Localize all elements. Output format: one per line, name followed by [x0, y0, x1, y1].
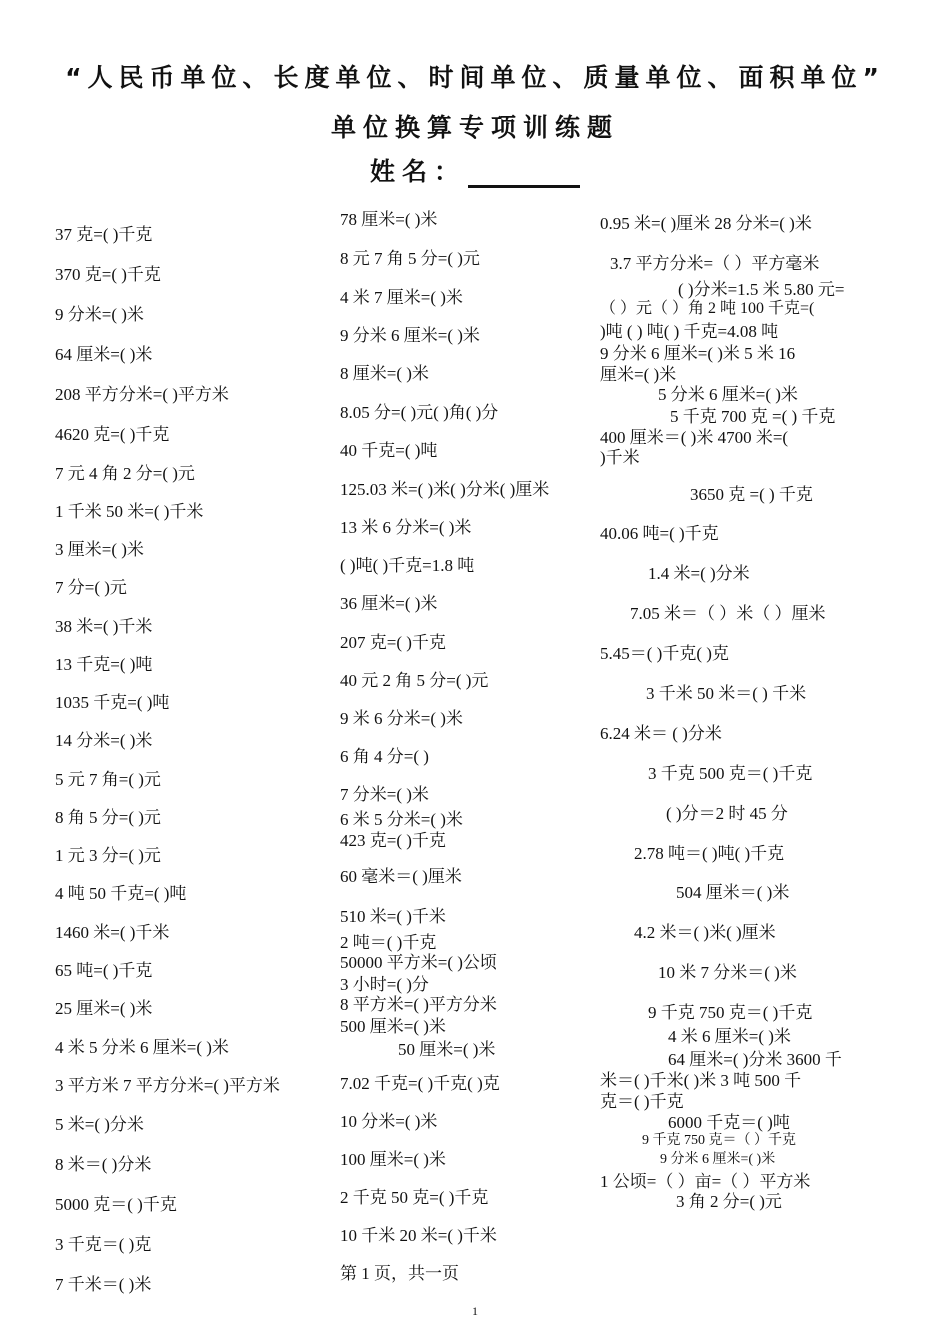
exercise-item: 克＝( )千克 [600, 1092, 684, 1111]
exercise-item: 3 千米 50 米＝( ) 千米 [646, 684, 807, 703]
exercise-item: 2 吨＝( )千克 [340, 933, 437, 952]
exercise-item: 3 角 2 分=( )元 [676, 1192, 782, 1211]
page-number: 1 [472, 1304, 478, 1318]
exercise-item: 5 元 7 角=( )元 [55, 770, 161, 789]
exercise-item: ( )分米=1.5 米 5.80 元= [678, 280, 845, 299]
exercise-item: 6.24 米＝ ( )分米 [600, 724, 722, 743]
exercise-item: 8 元 7 角 5 分=( )元 [340, 249, 480, 268]
exercise-item: 10 米 7 分米＝( )米 [658, 963, 797, 982]
worksheet-title: “人民币单位、长度单位、时间单位、质量单位、面积单位” [65, 63, 885, 92]
exercise-item: 4 米 7 厘米=( )米 [340, 288, 463, 307]
exercise-item: 60 毫米＝( )厘米 [340, 867, 462, 886]
exercise-item: 64 厘米=( )分米 3600 千 [668, 1050, 842, 1069]
exercise-item: 4 吨 50 千克=( )吨 [55, 884, 187, 903]
exercise-item: 9 分米 6 厘米=( )米 5 米 16 [600, 344, 796, 363]
exercise-item: 5000 克＝( )千克 [55, 1195, 177, 1214]
exercise-item: 9 千克 750 克＝（ ）千克 [642, 1133, 796, 1148]
exercise-item: （ ）元（ ）角 2 吨 100 千克=( [600, 300, 815, 317]
exercise-item: 1 公顷=（ ）亩=（ ）平方米 [600, 1172, 811, 1191]
exercise-item: 423 克=( )千克 [340, 831, 446, 850]
exercise-item: 3.7 平方分米=（ ）平方毫米 [610, 254, 820, 273]
exercise-item: 8 米＝( )分米 [55, 1155, 152, 1174]
exercise-item: 7 分米=( )米 [340, 785, 429, 804]
exercise-item: 5 千克 700 克 =( ) 千克 [670, 407, 836, 426]
exercise-item: 125.03 米=( )米( )分米( )厘米 [340, 480, 550, 499]
exercise-item: 9 千克 750 克＝( )千克 [648, 1003, 813, 1022]
exercise-item: 13 千克=( )吨 [55, 655, 153, 674]
exercise-item: 米＝( )千米( )米 3 吨 500 千 [600, 1071, 802, 1090]
exercise-item: 65 吨=( )千克 [55, 961, 153, 980]
exercise-item: 8 厘米=( )米 [340, 364, 429, 383]
exercise-item: 5.45＝( )千克( )克 [600, 644, 729, 663]
exercise-item: 208 平方分米=( )平方米 [55, 385, 229, 404]
name-label: 姓名： [369, 157, 466, 186]
exercise-item: 400 厘米＝( )米 4700 米=( [600, 428, 789, 447]
exercise-item: 4620 克=( )千克 [55, 425, 170, 444]
exercise-item: ( )吨( )千克=1.8 吨 [340, 556, 475, 575]
exercise-item: 1 元 3 分=( )元 [55, 846, 161, 865]
exercise-item: 7 元 4 角 2 分=( )元 [55, 464, 195, 483]
exercise-item: 1.4 米=( )分米 [648, 564, 750, 583]
exercise-item: 9 分米 6 厘米=( )米 [660, 1152, 776, 1167]
name-blank-line[interactable] [468, 163, 580, 188]
exercise-item: 3 千克 500 克＝( )千克 [648, 764, 813, 783]
exercise-item: 40.06 吨=( )千克 [600, 524, 719, 543]
exercise-item: )吨 ( ) 吨( ) 千克=4.08 吨 [600, 322, 779, 341]
exercise-item: 2.78 吨＝( )吨( )千克 [634, 844, 785, 863]
exercise-item: 37 克=( )千克 [55, 225, 153, 244]
exercise-item: 8.05 分=( )元( )角( )分 [340, 403, 499, 422]
exercise-item: 3 平方米 7 平方分米=( )平方米 [55, 1076, 280, 1095]
exercise-item: 14 分米=( )米 [55, 731, 153, 750]
exercise-item: 500 厘米=( )米 [340, 1017, 446, 1036]
exercise-item: 40 元 2 角 5 分=( )元 [340, 671, 489, 690]
exercise-item: )千米 [600, 448, 640, 467]
exercise-item: 7.05 米＝（ ）米（ ）厘米 [630, 604, 826, 623]
exercise-item: ( )分＝2 时 45 分 [666, 804, 788, 823]
exercise-item: 78 厘米=( )米 [340, 210, 438, 229]
exercise-item: 10 千米 20 米=( )千米 [340, 1226, 497, 1245]
exercise-item: 38 米=( )千米 [55, 617, 153, 636]
exercise-item: 370 克=( )千克 [55, 265, 161, 284]
exercise-item: 8 角 5 分=( )元 [55, 808, 161, 827]
exercise-item: 厘米=( )米 [600, 365, 677, 384]
exercise-item: 50000 平方米=( )公顷 [340, 953, 497, 972]
exercise-item: 4 米 5 分米 6 厘米=( )米 [55, 1038, 229, 1057]
exercise-item: 64 厘米=( )米 [55, 345, 153, 364]
exercise-item: 4.2 米＝( )米( )厘米 [634, 923, 776, 942]
exercise-item: 1 千米 50 米=( )千米 [55, 502, 204, 521]
exercise-item: 504 厘米＝( )米 [676, 883, 790, 902]
exercise-item: 207 克=( )千克 [340, 633, 446, 652]
exercise-item: 13 米 6 分米=( )米 [340, 518, 472, 537]
exercise-item: 510 米=( )千米 [340, 907, 446, 926]
exercise-item: 5 分米 6 厘米=( )米 [658, 385, 798, 404]
exercise-item: 3 小时=( )分 [340, 975, 429, 994]
exercise-item: 9 分米 6 厘米=( )米 [340, 326, 480, 345]
exercise-item: 1460 米=( )千米 [55, 923, 170, 942]
exercise-item: 8 平方米=( )平方分米 [340, 995, 497, 1014]
exercise-item: 7 分=( )元 [55, 578, 127, 597]
exercise-item: 0.95 米=( )厘米 28 分米=( )米 [600, 214, 812, 233]
exercise-item: 100 厘米=( )米 [340, 1150, 446, 1169]
exercise-item: 4 米 6 厘米=( )米 [668, 1027, 791, 1046]
exercise-item: 10 分米=( )米 [340, 1112, 438, 1131]
exercise-item: 50 厘米=( )米 [398, 1040, 496, 1059]
exercise-item: 3 千克＝( )克 [55, 1235, 152, 1254]
exercise-item: 25 厘米=( )米 [55, 999, 153, 1018]
exercise-item: 7 千米＝( )米 [55, 1275, 152, 1294]
exercise-item: 6 角 4 分=( ) [340, 747, 429, 766]
exercise-item: 36 厘米=( )米 [340, 594, 438, 613]
exercise-item: 9 分米=( )米 [55, 305, 144, 324]
name-field [0, 152, 950, 188]
exercise-item: 2 千克 50 克=( )千克 [340, 1188, 489, 1207]
exercise-item: 9 米 6 分米=( )米 [340, 709, 463, 728]
exercise-item: 6 米 5 分米=( )米 [340, 810, 463, 829]
exercise-item: 3650 克 =( ) 千克 [690, 485, 813, 504]
exercise-item: 40 千克=( )吨 [340, 441, 438, 460]
exercise-item: 第 1 页，共一页 [340, 1264, 459, 1283]
exercise-item: 1035 千克=( )吨 [55, 693, 170, 712]
exercise-item: 6000 千克＝( )吨 [668, 1113, 790, 1132]
exercise-item: 3 厘米=( )米 [55, 540, 144, 559]
exercise-item: 5 米=( )分米 [55, 1115, 144, 1134]
exercise-item: 7.02 千克=( )千克( )克 [340, 1074, 500, 1093]
worksheet-subtitle: 单位换算专项训练题 [330, 113, 619, 142]
